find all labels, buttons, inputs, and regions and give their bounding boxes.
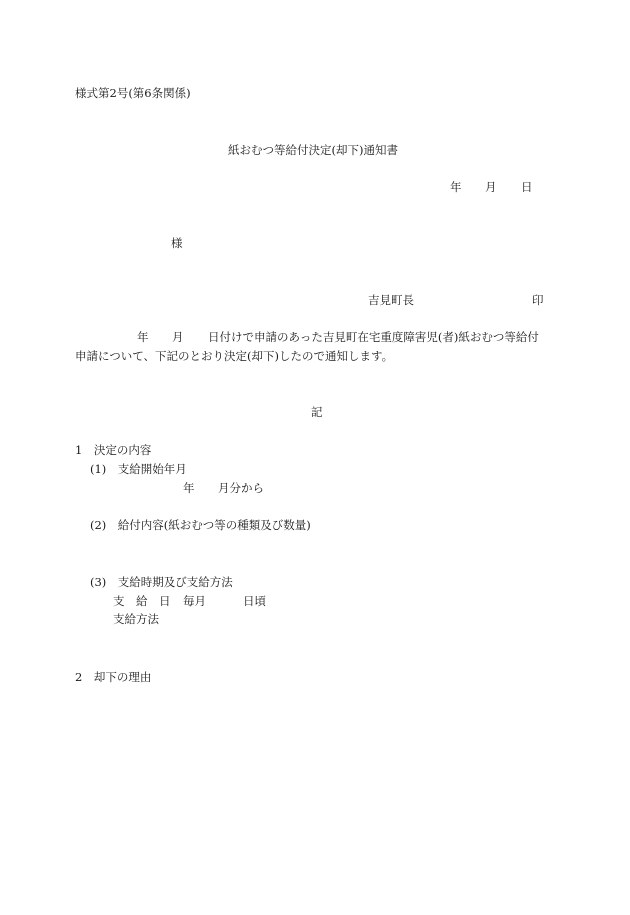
section-2-heading: 2 却下の理由 — [75, 670, 152, 684]
item-3-label: (3) 支給時期及び支給方法 — [90, 575, 233, 589]
payment-method-label: 支給方法 — [113, 612, 159, 626]
issuer-name: 吉見町長 — [368, 293, 414, 307]
item-1-label: (1) 支給開始年月 — [90, 462, 187, 476]
item-1-year-label: 年 — [183, 481, 195, 495]
day-suffix-label: 日頃 — [243, 594, 266, 608]
document-title: 紙おむつ等給付決定(却下)通知書 — [228, 143, 398, 157]
seal-mark: 印 — [532, 293, 544, 307]
date-day-label: 日 — [521, 180, 533, 194]
body-month-label: 月 — [172, 330, 184, 344]
body-line-2: 申請について、下記のとおり決定(却下)したので通知します。 — [75, 349, 394, 363]
date-month-label: 月 — [485, 180, 497, 194]
body-line-1: 日付けで申請のあった吉見町在宅重度障害児(者)紙おむつ等給付 — [208, 330, 539, 344]
item-1-month-label: 月分から — [218, 481, 264, 495]
form-number: 様式第2号(第6条関係) — [75, 86, 191, 100]
date-year-label: 年 — [450, 180, 462, 194]
monthly-label: 毎月 — [183, 594, 206, 608]
payday-label: 支 給 日 — [113, 594, 171, 608]
body-year-label: 年 — [137, 330, 149, 344]
record-heading: 記 — [311, 405, 323, 419]
item-2-label: (2) 給付内容(紙おむつ等の種類及び数量) — [90, 518, 311, 532]
addressee-suffix: 様 — [171, 236, 183, 250]
section-1-heading: 1 決定の内容 — [75, 443, 152, 457]
